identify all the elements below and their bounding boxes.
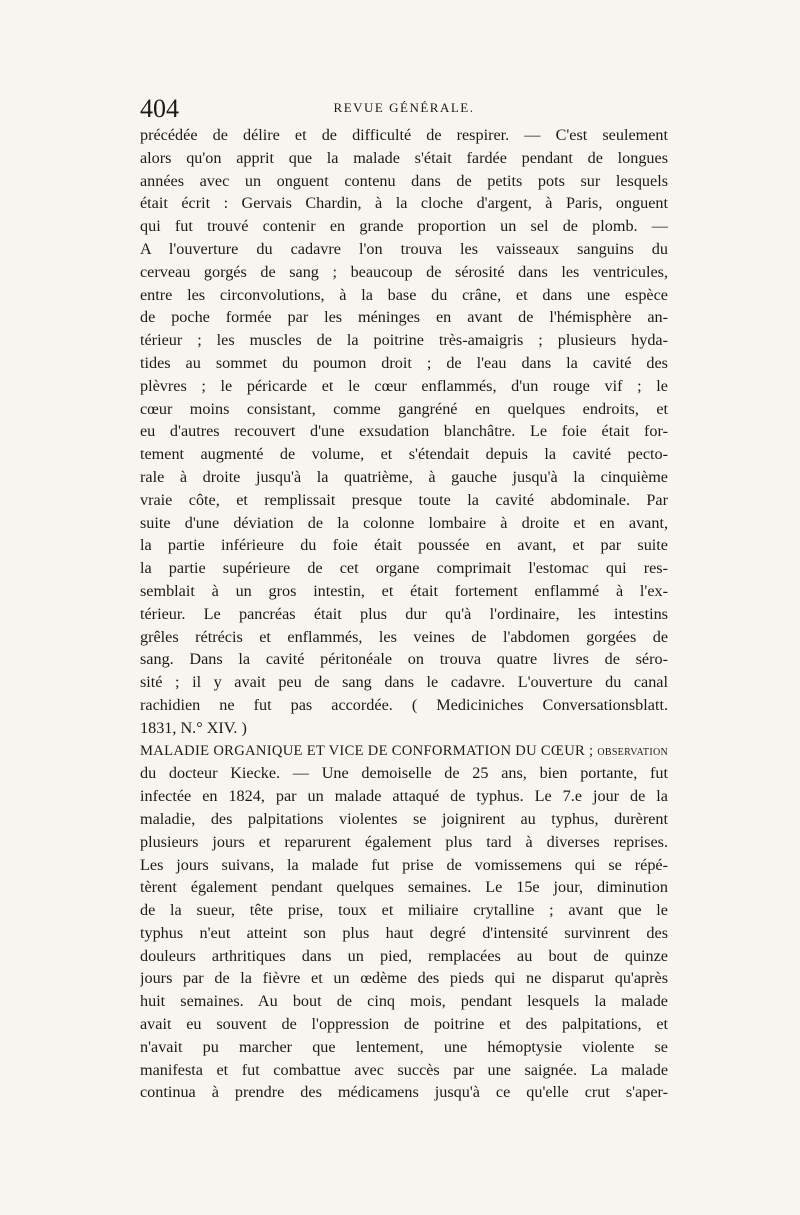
text-line: la partie inférieure du foie était poussée en avant, et par suite xyxy=(140,536,668,555)
text-line: du docteur Kiecke. — Une demoiselle de 25 ans, bien portante, fut xyxy=(140,764,668,783)
text-line: infectée en 1824, par un malade attaqué de typhus. Le 7.e jour de la xyxy=(140,787,668,806)
text-line: térieur ; les muscles de la poitrine très-amaigris ; plusieurs hyda- xyxy=(140,331,668,350)
text-line: de la sueur, tête prise, toux et miliaire crytalline ; avant que le xyxy=(140,901,668,920)
text-line: rachidien ne fut pas accordée. ( Mediciniches Conversationsblatt. xyxy=(140,695,668,714)
text-line: sité ; il y avait peu de sang dans le cadavre. L'ouverture du canal xyxy=(140,673,668,692)
text-line: cerveau gorgés de sang ; beaucoup de sérosité dans les ventricules, xyxy=(140,262,668,281)
running-head: REVUE GÉNÉRALE. xyxy=(333,100,475,115)
text-line: tides au sommet du poumon droit ; de l'eau dans la cavité des xyxy=(140,353,668,372)
text-line: tèrent également pendant quelques semaines. Le 15e jour, diminution xyxy=(140,878,668,897)
text-line: jours par de la fièvre et un œdème des pieds qui ne disparut qu'après xyxy=(140,969,668,988)
text-line: manifesta et fut combattue avec succès par une saignée. La malade xyxy=(140,1060,668,1079)
text-line: grêles rétrécis et enflammés, les veines de l'abdomen gorgées de xyxy=(140,627,668,646)
text-line: tement augmenté de volume, et s'étendait depuis la cavité pecto- xyxy=(140,445,668,464)
text-line: semblait à un gros intestin, et était fortement enflammé à l'ex- xyxy=(140,581,668,600)
text-line: eu d'autres recouvert d'une exsudation blanchâtre. Le foie était for- xyxy=(140,422,668,441)
text-line: avait eu souvent de l'oppression de poitrine et des palpitations, et xyxy=(140,1015,668,1034)
text-line: térieur. Le pancréas était plus dur qu'à l'ordinaire, les intestins xyxy=(140,604,668,623)
page-number: 404 xyxy=(140,94,179,123)
text-line: suite d'une déviation de la colonne lombaire à droite et en avant, xyxy=(140,513,668,532)
text-line: plusieurs jours et reparurent également plus tard à diverses reprises. xyxy=(140,832,668,851)
text-line: sang. Dans la cavité péritonéale on trouva quatre livres de séro- xyxy=(140,650,668,669)
text-line: vraie côte, et remplissait presque toute la cavité abdominale. Par xyxy=(140,490,668,509)
section-heading-line: MALADIE ORGANIQUE ET VICE DE CONFORMATION DU CŒUR ; observation xyxy=(140,742,668,759)
text-line: huit semaines. Au bout de cinq mois, pendant lesquels la malade xyxy=(140,992,668,1011)
text-line: entre les circonvolutions, à la base du crâne, et dans une espèce xyxy=(140,285,668,304)
text-line: maladie, des palpitations violentes se joignirent au typhus, durèrent xyxy=(140,809,668,828)
text-line: était écrit : Gervais Chardin, à la cloche d'argent, à Paris, onguent xyxy=(140,194,668,213)
body-text xyxy=(140,124,668,1104)
text-line: continua à prendre des médicamens jusqu'à ce qu'elle crut s'aper- xyxy=(140,1083,668,1102)
text-line: années avec un onguent contenu dans de petits pots sur lesquels xyxy=(140,171,668,190)
text-line: douleurs arthritiques dans un pied, remplacées au bout de quinze xyxy=(140,946,668,965)
text-line: A l'ouverture du cadavre l'on trouva les vaisseaux sanguins du xyxy=(140,239,668,258)
text-line: précédée de délire et de difficulté de respirer. — C'est seulement xyxy=(140,126,668,144)
text-line: de poche formée par les méninges en avant de l'hémisphère an- xyxy=(140,308,668,327)
text-line: Les jours suivans, la malade fut prise de vomissemens qui se répé- xyxy=(140,855,668,874)
page-header xyxy=(140,94,668,124)
text-line: plèvres ; le péricarde et le cœur enflammés, d'un rouge vif ; le xyxy=(140,376,668,395)
text-line: alors qu'on apprit que la malade s'était fardée pendant de longues xyxy=(140,148,668,167)
text-line: rale à droite jusqu'à la quatrième, à gauche jusqu'à la cinquième xyxy=(140,467,668,486)
text-line: qui fut trouvé contenir en grande proportion un sel de plomb. — xyxy=(140,217,668,236)
text-line: cœur moins consistant, comme gangréné en quelques endroits, et xyxy=(140,399,668,418)
text-line: la partie supérieure de cet organe comprimait l'estomac qui res- xyxy=(140,559,668,578)
text-line: n'avait pu marcher que lentement, une hémoptysie violente se xyxy=(140,1037,668,1056)
text-line: 1831, N.° XIV. ) xyxy=(140,718,247,737)
text-line: typhus n'eut atteint son plus haut degré d'intensité survinrent des xyxy=(140,923,668,942)
